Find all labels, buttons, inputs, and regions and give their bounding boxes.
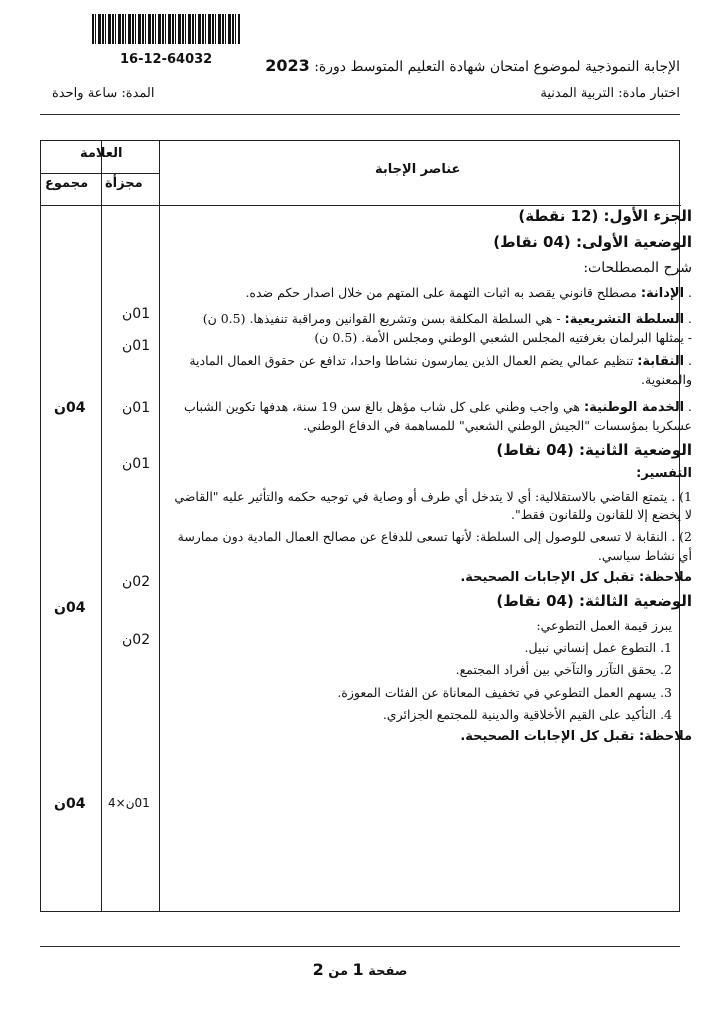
page-title bbox=[265, 56, 680, 75]
mark-term-3: 01ن bbox=[122, 400, 151, 416]
situation-2-item-2: 2) . النقابة لا تسعى للوصول إلى السلطة: لأنها تسعى للدفاع عن مصالح العمال المادية دون ممارسة أي نشاط سياسي. bbox=[177, 529, 692, 563]
page-number bbox=[0, 960, 720, 979]
term-1: . الإدانة: مصطلح قانوني يقصد به اثبات التهمة على المتهم من خلال اصدار حكم ضده. bbox=[245, 284, 692, 301]
situation-3-item-4: 4. التأكيد على القيم الأخلاقية والدينية للمجتمع الجزائري. bbox=[382, 706, 672, 722]
term-2: . السلطة التشريعية: - هي السلطة المكلفة بسن وتشريع القوانين ومراقبة تنفيذها. (0.5 ن) bbox=[202, 310, 692, 327]
situation-3-intro: يبرز قيمة العمل التطوعي: bbox=[536, 618, 672, 634]
duration-label: المدة: ساعة واحدة bbox=[52, 86, 155, 101]
term-3: . النقابة: تنظيم عمالي يضم العمال الذين يمارسون نشاطا واحدا، تدافع عن حقوق العمال المادية والمعنوية. bbox=[189, 352, 692, 388]
mark-term-4: 01ن bbox=[122, 456, 151, 472]
term-4-label: الخدمة الوطنية: bbox=[583, 399, 685, 415]
footer-divider bbox=[40, 946, 680, 947]
mark-situation-2-item-1: 02ن bbox=[122, 574, 151, 590]
page-of: من bbox=[323, 964, 353, 979]
mark-term-1: 01ن bbox=[122, 306, 151, 322]
situation-3-item-1: 1. التطوع عمل إنساني نبيل. bbox=[524, 640, 672, 656]
term-2-definition: - هي السلطة المكلفة بسن وتشريع القوانين ومراقبة تنفيذها. (0.5 ن) bbox=[202, 310, 565, 326]
mark-term-2: 01ن bbox=[122, 338, 151, 354]
barcode bbox=[92, 14, 240, 44]
total-situation-2: 04ن bbox=[54, 600, 86, 616]
subject-label: اختبار مادة: التربية المدنية bbox=[540, 86, 680, 101]
header-divider bbox=[40, 114, 680, 115]
term-2-definition-2: - يمثلها البرلمان بغرفتيه المجلس الشعبي الوطني ومجلس الأمة. (0.5 ن) bbox=[314, 330, 692, 346]
answers-content bbox=[172, 206, 692, 747]
title-prefix: الإجابة النموذجية لموضوع امتحان شهادة التعليم المتوسط دورة: bbox=[309, 59, 680, 75]
term-1-definition: مصطلح قانوني يقصد به اثبات التهمة على المتهم من خلال اصدار حكم ضده. bbox=[245, 284, 641, 300]
situation-1-intro: شرح المصطلحات: bbox=[583, 259, 692, 276]
term-4-definition: هي واجب وطني على كل شاب مؤهل بالغ سن 19 سنة، هدفها تكوين الشباب عسكريا بمؤسسات "الجيش الوطني الشعبي" للمساهمة في الدفاع الوطني. bbox=[183, 398, 692, 434]
total-situation-1: 04ن bbox=[54, 400, 86, 416]
term-2-label: السلطة التشريعية: bbox=[564, 311, 685, 327]
total-header: مجموع bbox=[45, 176, 89, 191]
situation-1-title: الوضعية الأولى: (04 نقاط) bbox=[493, 232, 692, 251]
situation-3-item-3: 3. يسهم العمل التطوعي في تخفيف المعاناة عن الفئات المعوزة. bbox=[337, 684, 672, 700]
situation-3-note: ملاحظة: تقبل كل الإجابات الصحيحة. bbox=[460, 728, 692, 744]
total-situation-3: 04ن bbox=[54, 796, 86, 812]
total-pages: 2 bbox=[312, 960, 324, 979]
col-divider-total bbox=[101, 141, 102, 911]
term-4: . الخدمة الوطنية: هي واجب وطني على كل شاب مؤهل بالغ سن 19 سنة، هدفها تكوين الشباب عسكريا بمؤسسات "الجيش الوطني الشعبي" للمساهمة في الدفاع الوطني. bbox=[183, 398, 692, 434]
answers-header: عناصر الإجابة bbox=[375, 162, 461, 177]
part-title: الجزء الأول: (12 نقطة) bbox=[518, 207, 692, 225]
situation-2-intro: التفسير: bbox=[636, 466, 692, 482]
situation-2-note: ملاحظة: تقبل كل الإجابات الصحيحة. bbox=[460, 569, 692, 585]
term-1-label: الإدانة: bbox=[640, 285, 685, 301]
current-page: 1 bbox=[352, 960, 364, 979]
marks-header: العلامة bbox=[80, 146, 123, 161]
situation-3-title: الوضعية الثالثة: (04 نقاط) bbox=[496, 592, 692, 611]
marks-header-divider bbox=[41, 173, 159, 174]
page-label: صفحة bbox=[363, 964, 408, 979]
situation-2-item-1: 1) . يتمتع القاضي بالاستقلالية: أي لا يتدخل أي طرف أو وصاية في توجيه حكمه والتأثير عليه "القاضي لا يخضع إلا للقانون وللقانون فقط". bbox=[174, 489, 692, 523]
col-divider-marks bbox=[159, 141, 160, 911]
partial-header: مجزأة bbox=[105, 176, 143, 191]
term-3-label: النقابة: bbox=[637, 353, 685, 369]
mark-situation-3: 01ن×4 bbox=[108, 796, 150, 810]
exam-year: 2023 bbox=[265, 56, 310, 75]
situation-3-item-2: 2. يحقق التآزر والتآخي بين أفراد المجتمع. bbox=[455, 662, 672, 678]
mark-situation-2-item-2: 02ن bbox=[122, 632, 151, 648]
situation-2-title: الوضعية الثانية: (04 نقاط) bbox=[496, 440, 692, 459]
term-3-definition: تنظيم عمالي يضم العمال الذين يمارسون نشاطا واحدا، تدافع عن حقوق العمال المادية والمعنوية. bbox=[189, 352, 692, 388]
exam-code: 16-12-64032 bbox=[120, 52, 213, 67]
